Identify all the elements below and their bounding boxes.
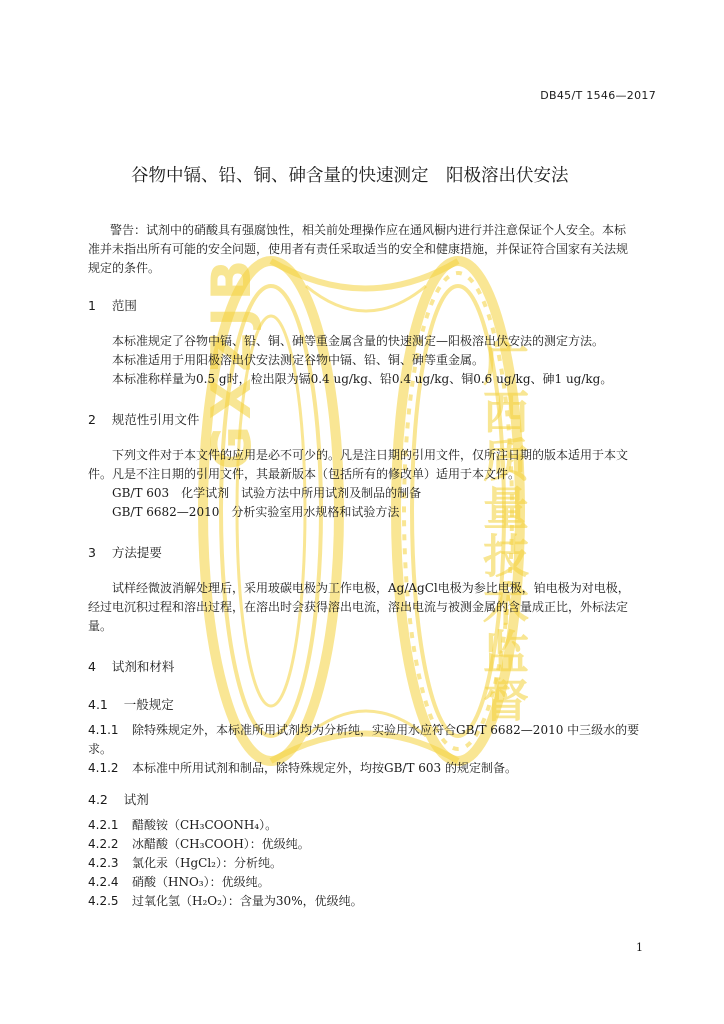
- reagent-text: 硝酸（HNO₃）：优级纯。: [132, 875, 270, 889]
- section-4-title: 试剂和材料: [111, 659, 175, 674]
- section-3-number: 3: [88, 545, 96, 560]
- reference-gbt-603: GB/T 603 化学试剂 试验方法中所用试剂及制品的制备: [112, 486, 422, 500]
- section-4-number: 4: [88, 659, 96, 674]
- reagent-number: 4.2.3: [88, 856, 119, 870]
- clause-4-1-1: [88, 723, 639, 737]
- section-4-1-number: 4.1: [88, 697, 108, 712]
- page-title: 谷物中镉、铅、铜、砷含量的快速测定 阳极溶出伏安法: [131, 166, 569, 186]
- page-number: 1: [636, 941, 643, 954]
- section-3-line-3: 量。: [88, 619, 113, 633]
- reagent-number: 4.2.1: [88, 818, 119, 832]
- section-4-2-title: 试剂: [123, 792, 149, 807]
- reagent-text: 冰醋酸（CH₃COOH）：优级纯。: [132, 837, 310, 851]
- warning-line-1: 警告：试剂中的硝酸具有强腐蚀性，相关前处理操作应在通风橱内进行并注意保证个人安全。本标: [110, 223, 627, 237]
- clause-4-1-1-line-1: 除特殊规定外，本标准所用试剂均为分析纯，实验用水应符合GB/T 6682—2010 中三级水的要: [132, 723, 640, 737]
- reagent-text: 过氧化氢（H₂O₂）：含量为30%，优级纯。: [132, 894, 363, 908]
- warning-line-3: 规定的条件。: [88, 261, 161, 275]
- clause-4-1-2-number: 4.1.2: [88, 761, 119, 775]
- watermark-right-text: 广西质量技术监督: [476, 340, 530, 724]
- reagent-item: [88, 856, 282, 870]
- reagent-number: 4.2.2: [88, 837, 119, 851]
- reagent-text: 醋酸铵（CH₃COONH₄）。: [132, 818, 278, 832]
- section-1-number: 1: [88, 298, 96, 313]
- reagent-item: [88, 875, 270, 889]
- reagent-number: 4.2.5: [88, 894, 119, 908]
- standard-code: DB45/T 1546—2017: [540, 89, 656, 102]
- section-4-2-heading: [88, 790, 149, 808]
- reagent-text: 氯化汞（HgCl₂）：分析纯。: [132, 856, 282, 870]
- clause-4-1-1-line-2: 求。: [88, 742, 113, 756]
- section-3-line-2: 经过电沉积过程和溶出过程，在溶出时会获得溶出电流，溶出电流与被测金属的含量成正比，外标法定: [88, 600, 629, 614]
- section-1-heading: [88, 296, 137, 314]
- watermark-left-text: GXZJB: [200, 253, 263, 470]
- reagent-item: [88, 818, 277, 832]
- section-1-line-2: 本标准适用于用阳极溶出伏安法测定谷物中镉、铅、铜、砷等重金属。: [112, 353, 485, 367]
- warning-line-2: 准并未指出所有可能的安全问题，使用者有责任采取适当的安全和健康措施，并保证符合国家有关法规: [88, 242, 629, 256]
- section-4-1-title: 一般规定: [123, 697, 174, 712]
- reagent-item: [88, 894, 363, 908]
- section-1-line-1: 本标准规定了谷物中镉、铅、铜、砷等重金属含量的快速测定—阳极溶出伏安法的测定方法。: [112, 334, 605, 348]
- section-2-number: 2: [88, 412, 96, 427]
- section-3-line-1: 试样经微波消解处理后，采用玻碳电极为工作电极，Ag/AgCl电极为参比电极，铂电极为对电极，: [112, 581, 630, 595]
- clause-4-1-2-text: 本标准中所用试剂和制品，除特殊规定外，均按GB/T 603 的规定制备。: [132, 761, 517, 775]
- section-3-heading: [88, 543, 162, 561]
- reagent-number: 4.2.4: [88, 875, 119, 889]
- section-3-title: 方法提要: [111, 545, 162, 560]
- section-4-1-heading: [88, 695, 174, 713]
- reference-gbt-6682: GB/T 6682—2010 分析实验室用水规格和试验方法: [112, 505, 400, 519]
- section-2-title: 规范性引用文件: [111, 412, 200, 427]
- section-2-line-2: 件。凡是不注日期的引用文件，其最新版本（包括所有的修改单）适用于本文件。: [88, 467, 521, 481]
- section-4-heading: [88, 657, 174, 675]
- section-1-title: 范围: [111, 298, 137, 313]
- reagent-item: [88, 837, 310, 851]
- section-1-line-3: 本标准称样量为0.5 g时，检出限为镉0.4 ug/kg、铅0.4 ug/kg、铜0.6 ug/kg、砷1 ug/kg。: [112, 372, 613, 386]
- section-2-line-1: 下列文件对于本文件的应用是必不可少的。凡是注日期的引用文件，仅所注日期的版本适用于本文: [112, 448, 629, 462]
- section-2-heading: [88, 410, 199, 428]
- clause-4-1-2: [88, 761, 517, 775]
- clause-4-1-1-number: 4.1.1: [88, 723, 119, 737]
- section-4-2-number: 4.2: [88, 792, 108, 807]
